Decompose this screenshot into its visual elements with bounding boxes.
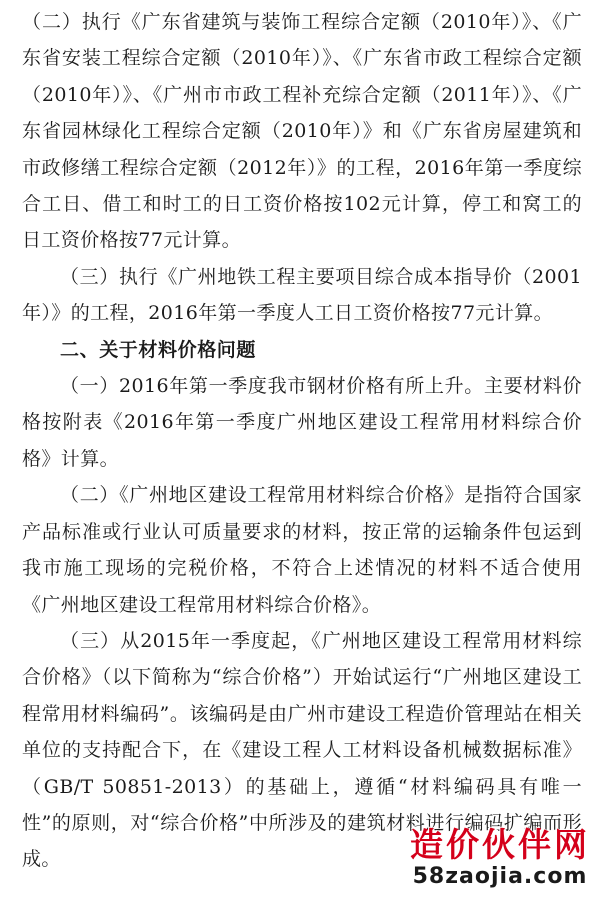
watermark-title: 造价伙伴网	[410, 825, 590, 864]
paragraph-material-coding: （三）从2015年一季度起，《广州地区建设工程常用材料综合价格》（以下简称为“综合价格”）开始试运行“广州地区建设工程常用材料编码”。该编码是由广州市建设工程造价管理站在相关单位的支持配合下，在《建设工程人工材料设备机械数据标准》（GB/T 50851-2013）的基础上，遵循“材料编码具有唯一性”的原则，对“综合价格”中所涉及的建筑材料进行编码扩编而形成。	[22, 629, 582, 871]
paragraph-material-definition: （二）《广州地区建设工程常用材料综合价格》是指符合国家产品标准或行业认可质量要求的材料，按正常的运输条件包运到我市施工现场的完税价格，不符合上述情况的材料不适合使用《广州地区建设工程常用材料综合价格》。	[22, 484, 582, 616]
paragraph-steel-price: （一）2016年第一季度我市钢材价格有所上升。主要材料价格按附表《2016年第一季度广州地区建设工程常用材料综合价格》计算。	[22, 375, 582, 470]
watermark-url: 58zaojia.com	[412, 864, 588, 889]
section-heading-material-price: 二、关于材料价格问题	[60, 338, 257, 361]
watermark-logo	[406, 826, 594, 894]
paragraph-metro-labor-price: （三）执行《广州地铁工程主要项目综合成本指导价（2001年）》的工程，2016年第一季度人工日工资价格按77元计算。	[22, 265, 582, 325]
paragraph-labor-price-quota: （二）执行《广东省建筑与装饰工程综合定额（2010年）》、《广东省安装工程综合定额（2010年）》、《广东省市政工程综合定额（2010年）》、《广州市市政工程补充综合定额（2011年）》、《广东省园林绿化工程综合定额（2010年）》和《广东省房屋建筑和市政修缮工程综合定额（2012年）》的工程，2016年第一季度综合工日、借工和时工的日工资价格按102元计算，停工和窝工的日工资价格按77元计算。	[22, 11, 582, 252]
